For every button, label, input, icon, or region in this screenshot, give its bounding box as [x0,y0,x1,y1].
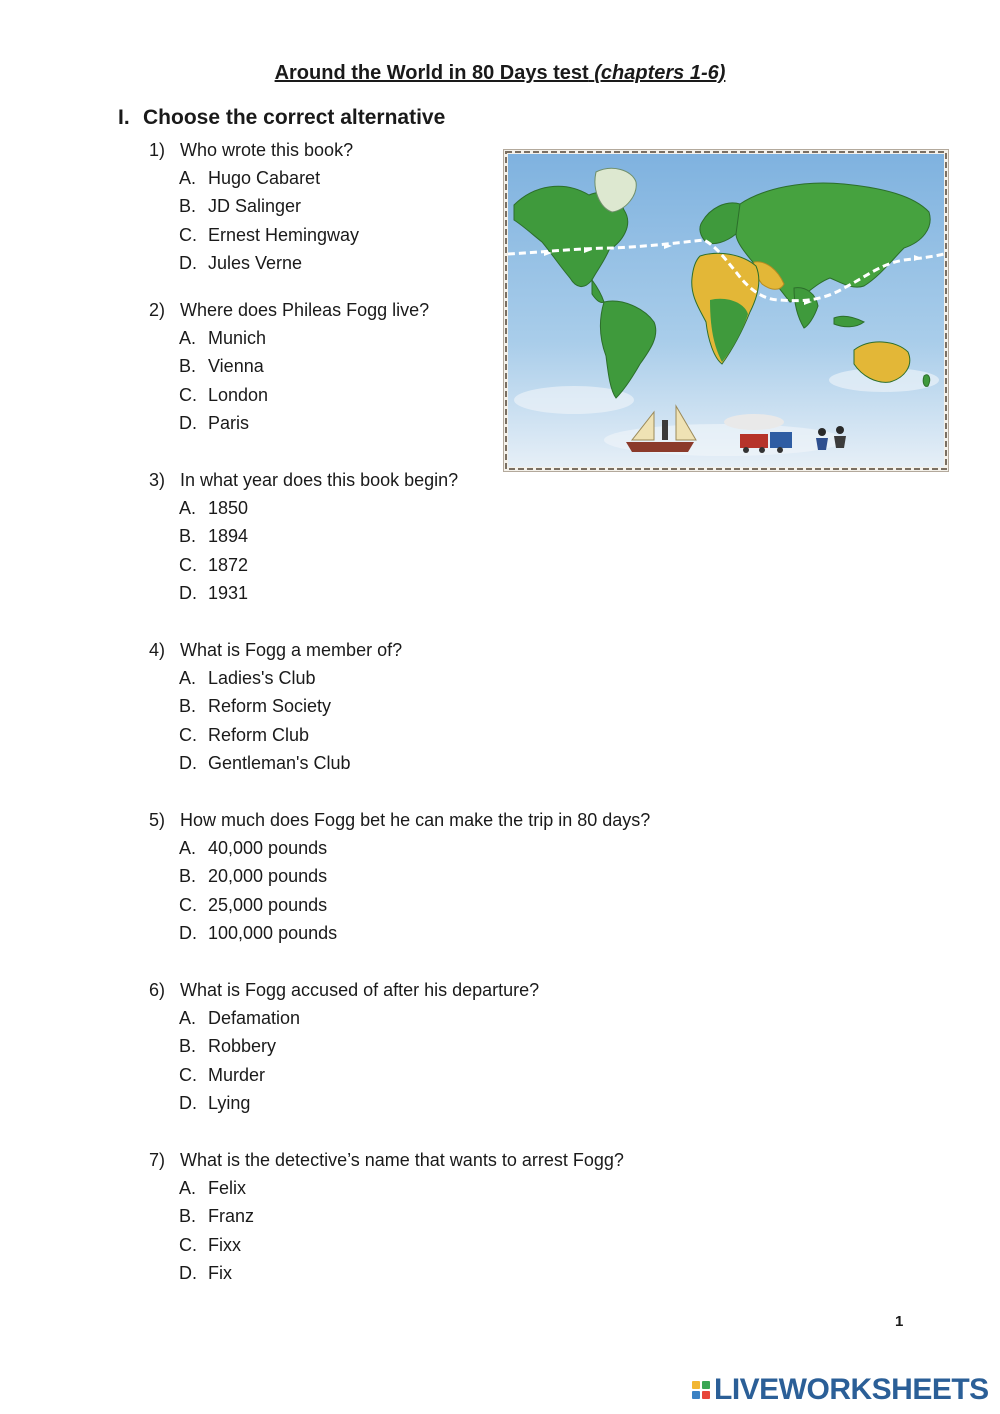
section-heading-text: Choose the correct alternative [143,106,446,129]
question-number: 5) [149,810,166,830]
question-6 [149,976,769,1117]
answer-option[interactable] [179,1089,769,1117]
answer-option[interactable] [179,1202,769,1230]
question-1 [149,136,769,277]
option-letter: A. [179,168,197,188]
liveworksheets-logo-icon [692,1381,710,1399]
option-text: Munich [208,328,267,348]
question-number: 6) [149,980,166,1000]
option-letter: B. [179,696,197,717]
question-prompt [149,636,769,664]
question-5 [149,806,769,947]
option-letter: A. [179,328,197,348]
question-prompt [149,136,769,164]
answer-option[interactable] [179,834,769,862]
option-letter: B. [179,356,197,377]
option-letter: A. [179,1008,197,1028]
answer-options [149,494,769,607]
option-text: Franz [208,1206,255,1227]
option-text: Reform Society [208,696,332,717]
question-text: In what year does this book begin? [180,470,459,490]
answer-option[interactable] [179,1004,769,1032]
answer-option[interactable] [179,919,769,947]
page-number: 1 [895,1313,904,1330]
option-text: Hugo Cabaret [208,168,321,188]
question-number: 1) [149,140,166,160]
option-text: 1894 [208,526,249,547]
option-letter: D. [179,922,197,943]
question-number: 2) [149,300,166,320]
section-heading [118,106,445,130]
option-text: Felix [208,1178,247,1198]
answer-option[interactable] [179,381,769,409]
answer-option[interactable] [179,664,769,692]
option-letter: A. [179,1178,197,1198]
question-text: What is Fogg a member of? [180,640,403,660]
option-letter: C. [179,384,197,405]
option-text: Ladies's Club [208,668,316,688]
option-text: 25,000 pounds [208,894,328,915]
answer-option[interactable] [179,721,769,749]
answer-option[interactable] [179,1174,769,1202]
question-number: 7) [149,1150,166,1170]
answer-options [149,324,769,437]
answer-option[interactable] [179,749,769,777]
answer-option[interactable] [179,352,769,380]
answer-options [149,664,769,777]
liveworksheets-branding[interactable] [692,1372,989,1408]
question-2 [149,296,769,437]
option-letter: B. [179,1206,197,1227]
option-letter: A. [179,498,197,518]
question-prompt [149,976,769,1004]
option-letter: C. [179,224,197,245]
answer-option[interactable] [179,891,769,919]
option-letter: A. [179,668,197,688]
option-letter: C. [179,1234,197,1255]
option-text: 1931 [208,582,249,603]
answer-option[interactable] [179,221,769,249]
answer-option[interactable] [179,1061,769,1089]
option-text: Gentleman's Club [208,752,351,773]
option-text: 20,000 pounds [208,866,328,887]
answer-option[interactable] [179,164,769,192]
option-letter: D. [179,582,197,603]
option-text: Vienna [208,356,264,377]
option-letter: C. [179,554,197,575]
question-text: What is the detective’s name that wants to arrest Fogg? [180,1150,624,1170]
answer-options [149,834,769,947]
answer-option[interactable] [179,1231,769,1259]
question-prompt [149,806,769,834]
answer-option[interactable] [179,522,769,550]
question-prompt [149,1146,769,1174]
option-letter: D. [179,752,197,773]
question-text: Who wrote this book? [180,140,354,160]
answer-option[interactable] [179,192,769,220]
answer-options [149,164,769,277]
question-text: Where does Phileas Fogg live? [180,300,430,320]
option-text: Fixx [208,1234,241,1255]
option-letter: B. [179,196,197,217]
option-text: Murder [208,1064,266,1085]
question-text: How much does Fogg bet he can make the trip in 80 days? [180,810,651,830]
answer-option[interactable] [179,551,769,579]
question-3 [149,466,769,607]
option-text: Jules Verne [208,252,303,273]
option-letter: C. [179,1064,197,1085]
option-text: Reform Club [208,724,310,745]
option-text: 1872 [208,554,249,575]
answer-options [149,1004,769,1117]
section-numeral: I. [118,106,130,129]
option-text: Paris [208,412,250,433]
option-letter: D. [179,1092,197,1113]
answer-option[interactable] [179,324,769,352]
answer-option[interactable] [179,862,769,890]
answer-option[interactable] [179,579,769,607]
option-text: Ernest Hemingway [208,224,360,245]
option-text: Fix [208,1262,232,1283]
option-text: Defamation [208,1008,301,1028]
option-text: Lying [208,1092,251,1113]
title-subtitle: (chapters 1-6) [594,62,726,84]
option-text: Robbery [208,1036,277,1057]
option-text: 40,000 pounds [208,838,328,858]
answer-options [149,1174,769,1287]
title-main: Around the World in 80 Days test [274,62,589,84]
option-letter: B. [179,866,197,887]
option-letter: B. [179,1036,197,1057]
question-7 [149,1146,769,1287]
question-text: What is Fogg accused of after his departure? [180,980,540,1000]
answer-option[interactable] [179,692,769,720]
question-number: 3) [149,470,166,490]
question-4 [149,636,769,777]
option-letter: D. [179,1262,197,1283]
question-prompt [149,296,769,324]
answer-option[interactable] [179,1032,769,1060]
option-letter: A. [179,838,197,858]
question-prompt [149,466,769,494]
option-text: 100,000 pounds [208,922,338,943]
new-zealand [923,375,929,387]
option-letter: C. [179,894,197,915]
answer-option[interactable] [179,1259,769,1287]
brand-name: LIVEWORKSHEETS [714,1373,989,1406]
option-letter: C. [179,724,197,745]
answer-option[interactable] [179,409,769,437]
question-number: 4) [149,640,166,660]
answer-option[interactable] [179,249,769,277]
worksheet-title [0,62,1000,85]
option-letter: D. [179,412,197,433]
option-text: 1850 [208,498,249,518]
option-text: JD Salinger [208,196,302,217]
option-letter: B. [179,526,197,547]
option-text: London [208,384,269,405]
answer-option[interactable] [179,494,769,522]
option-letter: D. [179,252,197,273]
